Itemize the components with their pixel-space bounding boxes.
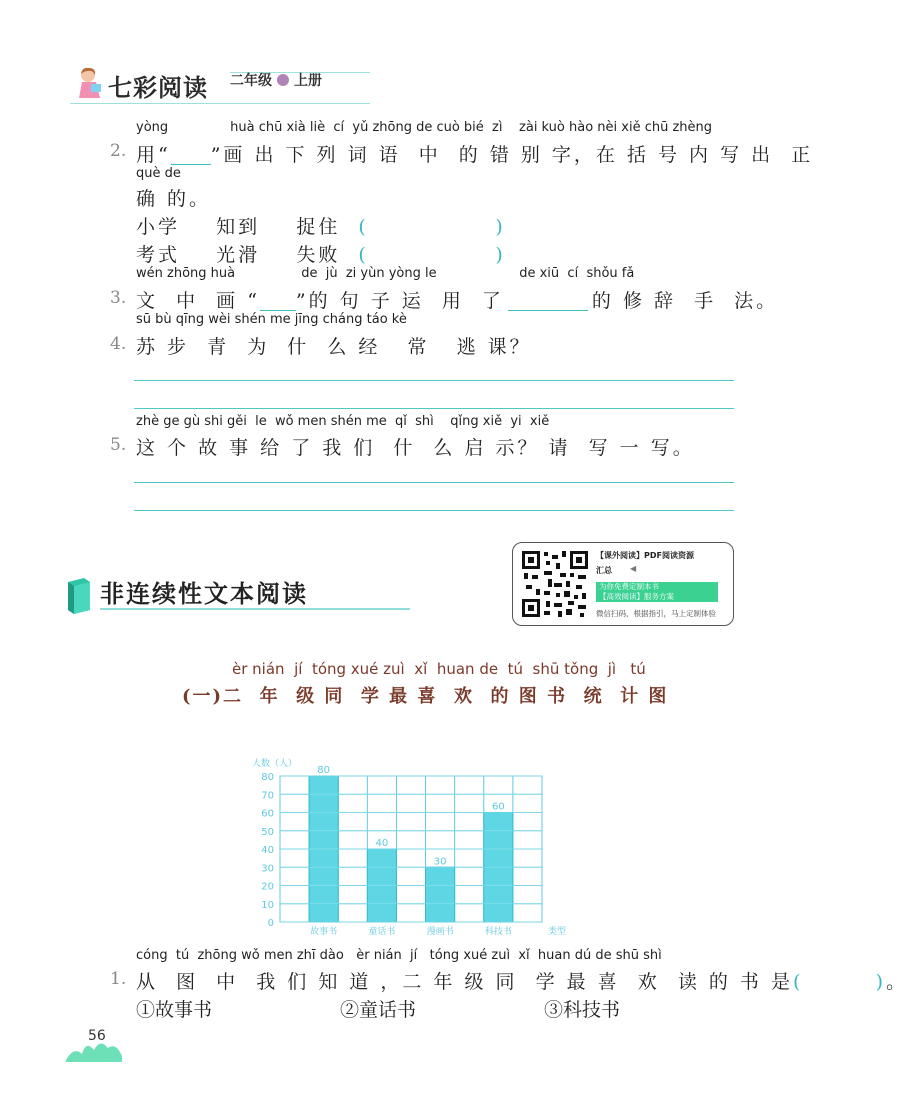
y-tick-label: 70 — [261, 790, 274, 802]
y-tick-label: 30 — [261, 863, 274, 875]
y-axis-label: 人数（人） — [252, 759, 298, 769]
q2-row-1 — [136, 212, 506, 239]
y-tick-label: 80 — [261, 772, 274, 783]
q1b-option-3[interactable]: ③科技书 — [544, 999, 621, 1021]
q2-text-a: 用“ — [136, 144, 171, 166]
q1b-option-2[interactable]: ②童话书 — [340, 999, 417, 1021]
q1b-text-main: 从 图 中 我 们 知 道 ，二 年 级 同 学 最 喜 欢 读 的 书 是 — [136, 971, 793, 993]
bar-value-label: 80 — [317, 765, 331, 776]
brand-title: 七彩阅读 — [108, 74, 208, 102]
q1b-end: 。 — [886, 971, 908, 993]
q1b-text — [136, 967, 908, 994]
q4-text: 苏 步 青 为 什 么 经 常 逃 课？ — [136, 336, 532, 358]
q2-row-1-words: 小学 知到 捉住 — [136, 216, 341, 238]
q2-text-2: 确 的。 — [136, 188, 212, 210]
q3-text-c: 的 修 辞 手 法。 — [591, 290, 779, 312]
grade-label — [230, 70, 322, 90]
q5-pinyin: zhè ge gù shi gěi le wǒ men shén me qǐ shì qǐng xiě yi xiě — [136, 414, 550, 429]
q3-text-a: 文 中 画 “ — [136, 290, 260, 312]
y-tick-label: 10 — [261, 899, 274, 911]
x-tick-label: 故事书 — [310, 927, 338, 937]
q5-answer-line-2[interactable] — [134, 510, 734, 511]
bar-value-label: 60 — [491, 801, 505, 813]
qr-green-banner[interactable] — [596, 582, 718, 602]
q3-number: 3. — [110, 288, 127, 308]
q2-text-b: ”画 出 下 列 词 语 中 的 错 别 字，在 括 号 内 写 出 正 — [210, 144, 814, 166]
bar-value-label: 30 — [433, 856, 447, 868]
q2-pinyin-2: què de — [136, 166, 181, 181]
q5-number: 5. — [110, 435, 127, 455]
q5-text: 这 个 故 事 给 了 我 们 什 么 启 示？ 请 写 一 写。 — [136, 437, 695, 459]
page-number: 56 — [88, 1028, 106, 1044]
header-rule-bottom — [70, 103, 370, 104]
y-tick-label: 0 — [267, 918, 274, 929]
qr-green-line-2: 【高效阅读】服务方案 — [599, 592, 674, 601]
qr-subtitle: 汇总 — [596, 566, 612, 575]
bar-chart — [250, 752, 567, 942]
q4-pinyin: sū bù qīng wèi shén me jīng cháng táo kè — [136, 312, 407, 327]
x-tick-label: 科技书 — [484, 927, 512, 937]
qr-title: 【课外阅读】PDF阅读资源 — [596, 551, 694, 560]
q1b-answer[interactable]: ( ) — [792, 971, 887, 993]
q4-answer-line-2[interactable] — [134, 408, 734, 409]
q2-row-2 — [136, 240, 506, 267]
q1b-option-1[interactable]: ①故事书 — [136, 999, 213, 1021]
q4-answer-line-1[interactable] — [134, 380, 734, 381]
x-tick-label: 漫画书 — [426, 927, 454, 937]
q3-text-b: ”的 句 子 运 用 了 — [295, 290, 504, 312]
q2-pinyin: yòng huà chū xià liè cí yǔ zhōng de cuò bié zì zài kuò hào nèi xiě chū zhèng — [136, 120, 713, 135]
chart-title: (一)二 年 级 同 学 最 喜 欢 的 图 书 统 计 图 — [182, 686, 669, 707]
bar-3 — [426, 867, 455, 922]
section-title-underline — [100, 608, 410, 610]
q5-answer-line-1[interactable] — [134, 482, 734, 483]
term-text: 上册 — [294, 73, 322, 89]
q3-blank-2[interactable] — [508, 310, 588, 311]
qr-instruction: 微信扫码，根据指引，马上定制体验 — [596, 609, 716, 618]
mascot-girl-icon — [76, 66, 104, 100]
grade-text: 二年级 — [230, 73, 272, 89]
q3-blank-1 — [260, 310, 296, 311]
q1b-number: 1. — [110, 969, 127, 989]
qr-green-line-1: 为你免费定制本书 — [599, 582, 659, 591]
y-tick-label: 20 — [261, 881, 274, 893]
bar-value-label: 40 — [375, 838, 389, 849]
q1b-pinyin: cóng tú zhōng wǒ men zhī dào èr nián jí tóng xué zuì xǐ huan dú de shū shì — [136, 948, 662, 963]
y-tick-label: 50 — [261, 826, 274, 838]
q4-number: 4. — [110, 334, 127, 354]
chart-title-pinyin: èr nián jí tóng xué zuì xǐ huan de tú shū tǒng jì tú — [232, 660, 646, 678]
x-tick-label: 童话书 — [368, 927, 396, 937]
section-title: 非连续性文本阅读 — [100, 580, 308, 608]
q2-text — [136, 140, 813, 167]
x-axis-label: 类型 — [548, 927, 567, 937]
play-arrow-icon: ◀ — [630, 564, 637, 573]
grade-dot-icon — [277, 74, 289, 86]
book-icon — [64, 576, 94, 618]
q2-row-1-answer[interactable]: ( ) — [358, 216, 506, 238]
q2-number: 2. — [110, 141, 127, 161]
qr-code-icon[interactable] — [520, 549, 590, 623]
q3-text — [136, 286, 778, 313]
q2-blank — [171, 164, 211, 165]
q2-row-2-answer[interactable]: ( ) — [358, 244, 506, 266]
q3-pinyin: wén zhōng huà de jù zi yùn yòng le de xiū cí shǒu fǎ — [136, 266, 635, 281]
q2-row-2-words: 考式 光滑 失败 — [136, 244, 341, 266]
y-tick-label: 60 — [261, 808, 274, 820]
y-tick-label: 40 — [261, 845, 274, 856]
